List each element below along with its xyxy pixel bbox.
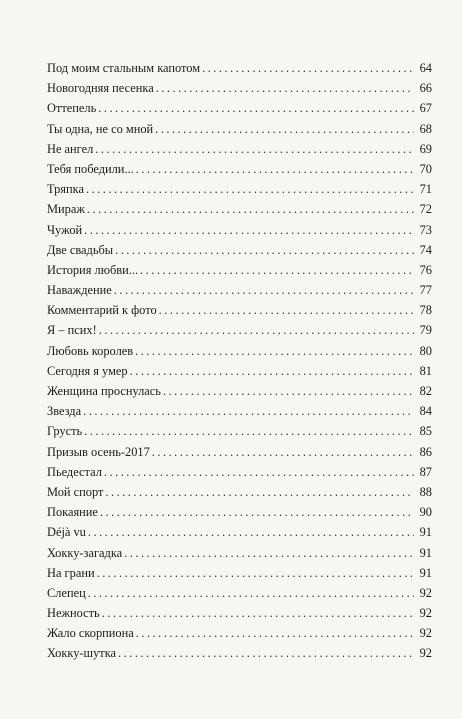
page-number: 78 — [419, 303, 432, 318]
entry-title: Комментарий к фото — [47, 303, 157, 318]
page-number: 79 — [419, 323, 432, 338]
dot-leader — [118, 643, 414, 663]
page-number: 70 — [419, 161, 432, 176]
page-number: 91 — [419, 545, 432, 560]
page-number: 84 — [419, 404, 432, 419]
page-number: 92 — [419, 646, 432, 661]
page-number: 92 — [419, 606, 432, 621]
page-number: 87 — [419, 464, 432, 479]
dot-leader — [105, 482, 414, 502]
dot-leader — [155, 119, 414, 139]
toc-entry — [47, 159, 432, 179]
entry-title: Под моим стальным капотом — [47, 61, 201, 75]
dot-leader — [100, 502, 414, 522]
dot-leader — [84, 220, 414, 240]
entry-title: Женщина проснулась — [47, 384, 161, 398]
toc-entry — [47, 421, 432, 441]
page-number: 85 — [419, 424, 432, 439]
dot-leader — [83, 401, 414, 421]
toc-entry — [47, 401, 432, 421]
entry-title: Две свадьбы — [47, 242, 114, 257]
toc-entry — [47, 139, 432, 159]
page-number: 74 — [419, 242, 432, 257]
page-number: 82 — [419, 384, 432, 398]
entry-title: Тряпка — [47, 182, 84, 197]
toc-entry — [47, 543, 432, 563]
dot-leader — [88, 522, 414, 542]
page-number: 91 — [419, 525, 432, 540]
entry-title: Новогодняя песенка — [47, 81, 154, 96]
entry-title: Я – псих! — [47, 323, 97, 338]
entry-title: Мираж — [47, 202, 85, 217]
toc-entry — [47, 563, 432, 583]
dot-leader — [114, 280, 414, 300]
page-number: 92 — [419, 626, 432, 641]
dot-leader — [159, 300, 414, 320]
page-number: 76 — [419, 262, 432, 277]
dot-leader — [115, 240, 414, 260]
toc-entry — [47, 623, 432, 643]
toc-entry — [47, 462, 432, 482]
dot-leader — [163, 381, 414, 401]
entry-title: Грусть — [47, 424, 83, 439]
dot-leader — [104, 462, 414, 482]
entry-title: Мой спорт — [47, 484, 104, 499]
page-number: 92 — [419, 585, 432, 600]
entry-title: На грани — [47, 565, 95, 580]
entry-title: Déjà vu — [47, 525, 86, 540]
page-number: 67 — [419, 101, 432, 116]
page-number: 91 — [419, 565, 432, 580]
page-number: 69 — [419, 141, 432, 156]
toc-entry — [47, 361, 432, 381]
toc-entry — [47, 381, 432, 401]
dot-leader — [136, 623, 414, 643]
entry-title: Тебя победили... — [47, 161, 134, 176]
entry-title: Звезда — [47, 404, 82, 419]
entry-title: Хокку-загадка — [47, 545, 123, 560]
dot-leader — [87, 199, 414, 219]
toc-entry — [47, 482, 432, 502]
toc-entry — [47, 442, 432, 462]
entry-title: Наваждение — [47, 283, 112, 298]
entry-title: Покаяние — [47, 505, 98, 520]
toc-entry — [47, 179, 432, 199]
dot-leader — [97, 563, 414, 583]
page-number: 72 — [419, 202, 432, 217]
page-number: 77 — [419, 283, 432, 298]
entry-title: Пьедестал — [47, 464, 102, 479]
dot-leader — [95, 139, 414, 159]
page-number: 66 — [419, 81, 432, 96]
toc-entry — [47, 341, 432, 361]
dot-leader — [98, 98, 414, 118]
dot-leader — [152, 442, 414, 462]
toc-entry — [47, 643, 432, 663]
toc-entry — [47, 260, 432, 280]
entry-title: Любовь королев — [47, 343, 134, 358]
toc-entry — [47, 119, 432, 139]
dot-leader — [102, 603, 414, 623]
dot-leader — [99, 320, 414, 340]
toc-entry — [47, 502, 432, 522]
page-number: 64 — [419, 61, 432, 75]
entry-title: Ты одна, не со мной — [47, 121, 154, 136]
dot-leader — [135, 341, 414, 361]
page-number: 80 — [419, 343, 432, 358]
entry-title: Сегодня я умер — [47, 363, 128, 378]
dot-leader — [86, 179, 414, 199]
toc-entry — [47, 58, 432, 78]
toc-entry — [47, 603, 432, 623]
entry-title: Хокку-шутка — [47, 646, 117, 661]
toc-entry — [47, 220, 432, 240]
page-number: 90 — [419, 505, 432, 520]
entry-title: Жало скорпиона — [47, 626, 134, 641]
entry-title: Слепец — [47, 585, 86, 600]
toc-entry — [47, 300, 432, 320]
toc-entry — [47, 280, 432, 300]
entry-title: Не ангел — [47, 141, 94, 156]
page-number: 86 — [419, 444, 432, 459]
table-of-contents — [47, 58, 432, 664]
entry-title: Чужой — [47, 222, 83, 237]
dot-leader — [136, 159, 414, 179]
toc-entry — [47, 240, 432, 260]
dot-leader — [130, 361, 414, 381]
dot-leader — [202, 58, 414, 78]
dot-leader — [84, 421, 414, 441]
entry-title: Оттепель — [47, 101, 97, 116]
page-number: 73 — [419, 222, 432, 237]
entry-title: Призыв осень-2017 — [47, 444, 150, 459]
dot-leader — [124, 543, 414, 563]
page-number: 81 — [419, 363, 432, 378]
toc-entry — [47, 78, 432, 98]
toc-entry — [47, 98, 432, 118]
dot-leader — [140, 260, 414, 280]
toc-entry — [47, 522, 432, 542]
page-number: 71 — [419, 182, 432, 197]
dot-leader — [88, 583, 414, 603]
dot-leader — [156, 78, 414, 98]
entry-title: Нежность — [47, 606, 100, 621]
page-number: 68 — [419, 121, 432, 136]
page-number: 88 — [419, 484, 432, 499]
toc-entry — [47, 320, 432, 340]
toc-entry — [47, 199, 432, 219]
entry-title: История любви... — [47, 262, 139, 277]
toc-entry — [47, 583, 432, 603]
